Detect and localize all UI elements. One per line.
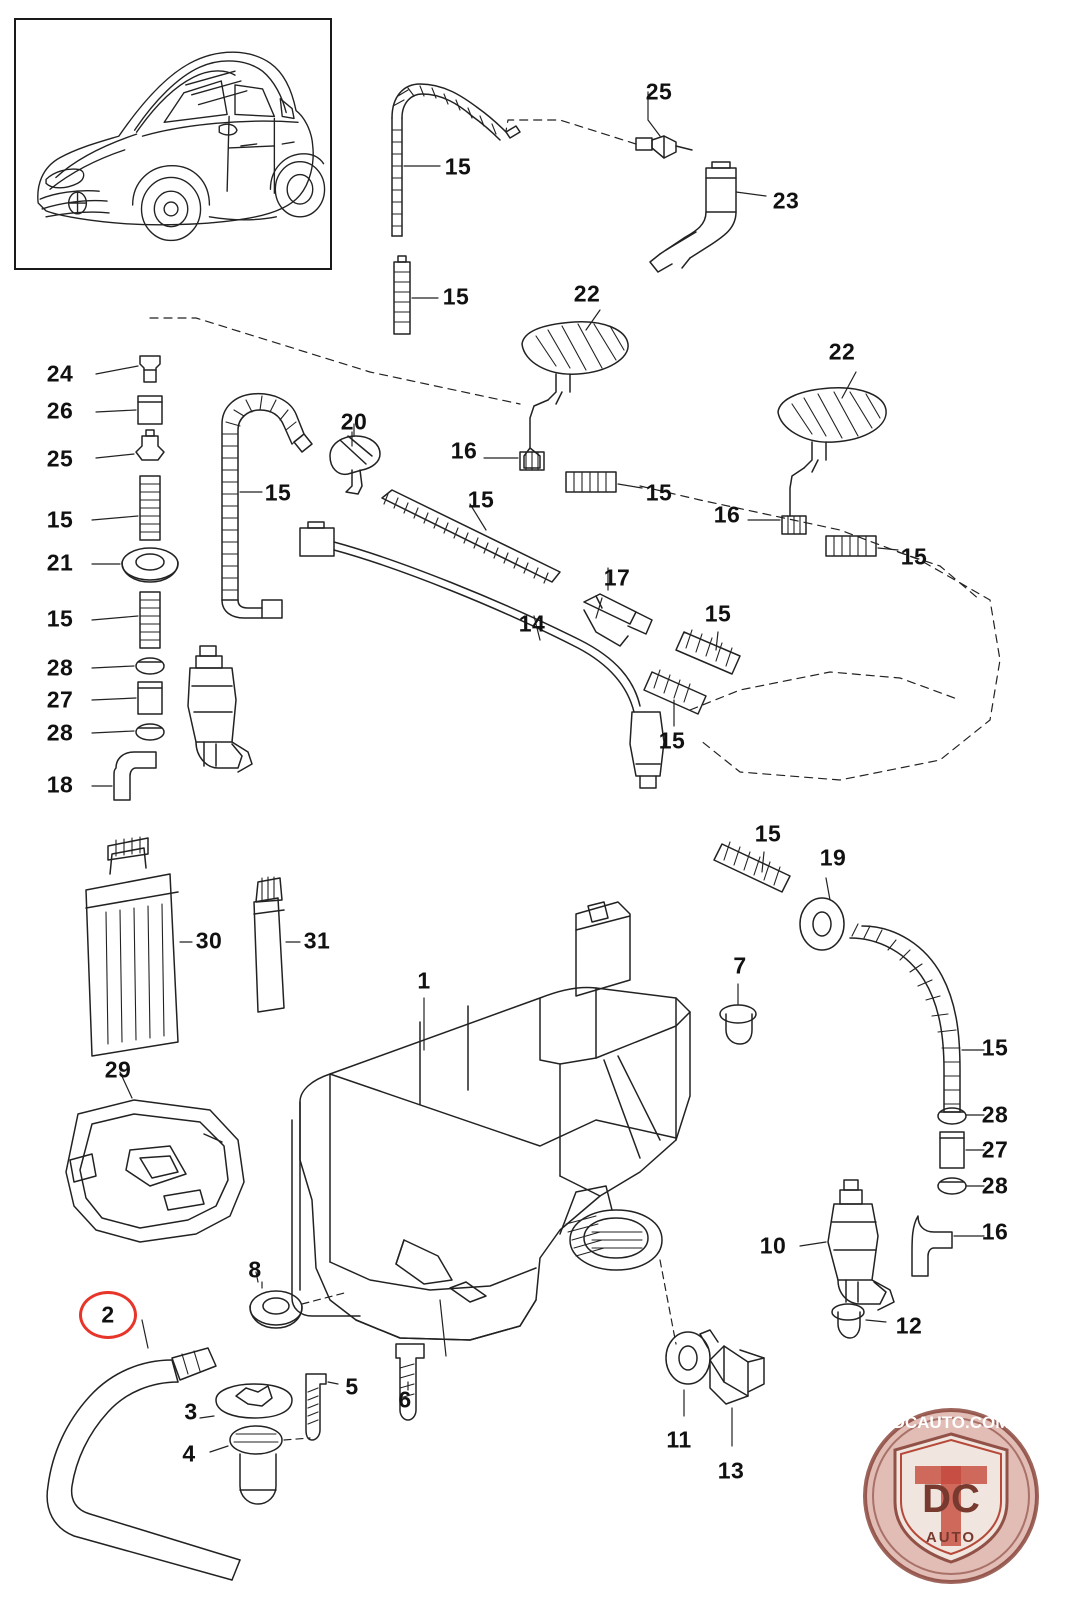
callout-6: 6 [398,1386,412,1413]
callout-14: 14 [518,610,546,637]
callout-24: 24 [46,360,74,387]
callout-3: 3 [184,1398,198,1425]
callout-25-top: 25 [645,78,673,105]
watermark-brand: DC [922,1477,980,1521]
callout-25-left: 25 [46,445,74,472]
callout-18: 18 [46,771,74,798]
callout-11: 11 [666,1426,692,1453]
callout-16-pump: 16 [981,1218,1009,1245]
callout-22-left: 22 [573,280,601,307]
callout-15-connector-lower: 15 [658,727,686,754]
callout-21: 21 [46,549,74,576]
callout-26: 26 [46,397,74,424]
callout-7: 7 [733,952,747,979]
callout-30: 30 [195,927,223,954]
callout-15-loop-left: 15 [264,479,292,506]
callout-28-upper-2: 28 [46,719,74,746]
watermark-domain: DCAUTO.COM [892,1413,1010,1432]
callout-10: 10 [759,1232,787,1259]
callout-16-right: 16 [713,501,741,528]
callout-29: 29 [104,1056,132,1083]
callout-4: 4 [182,1440,196,1467]
callout-12: 12 [895,1312,923,1339]
callout-15-right-long: 15 [981,1034,1009,1061]
callout-15-middle-long: 15 [467,486,495,513]
callout-28-upper: 28 [46,654,74,681]
callout-31: 31 [303,927,331,954]
dcauto-watermark [853,1406,1049,1586]
callout-13: 13 [717,1457,745,1484]
callout-15-connector-upper: 15 [704,600,732,627]
callout-15-stack-upper: 15 [46,506,74,533]
callout-5: 5 [345,1373,359,1400]
callout-23: 23 [772,187,800,214]
callout-15-mid-right: 15 [754,820,782,847]
callout-27-upper: 27 [46,686,74,713]
callout-16-left: 16 [450,437,478,464]
callout-8: 8 [248,1256,262,1283]
watermark-sub: AUTO [925,1529,977,1546]
callout-2: 2 [101,1301,115,1328]
callout-15-stack-lower: 15 [46,605,74,632]
callout-15-second: 15 [442,283,470,310]
callout-15-nozzle-left: 15 [645,479,673,506]
callout-17: 17 [603,564,631,591]
callout-20: 20 [340,408,368,435]
callout-22-right: 22 [828,338,856,365]
callout-28-right-2: 28 [981,1172,1009,1199]
callout-19: 19 [819,844,847,871]
callout-28-right: 28 [981,1101,1009,1128]
callout-27-right: 27 [981,1136,1009,1163]
callout-1: 1 [417,967,431,994]
callout-15-nozzle-right: 15 [900,543,928,570]
callout-15-top-hose: 15 [444,153,472,180]
